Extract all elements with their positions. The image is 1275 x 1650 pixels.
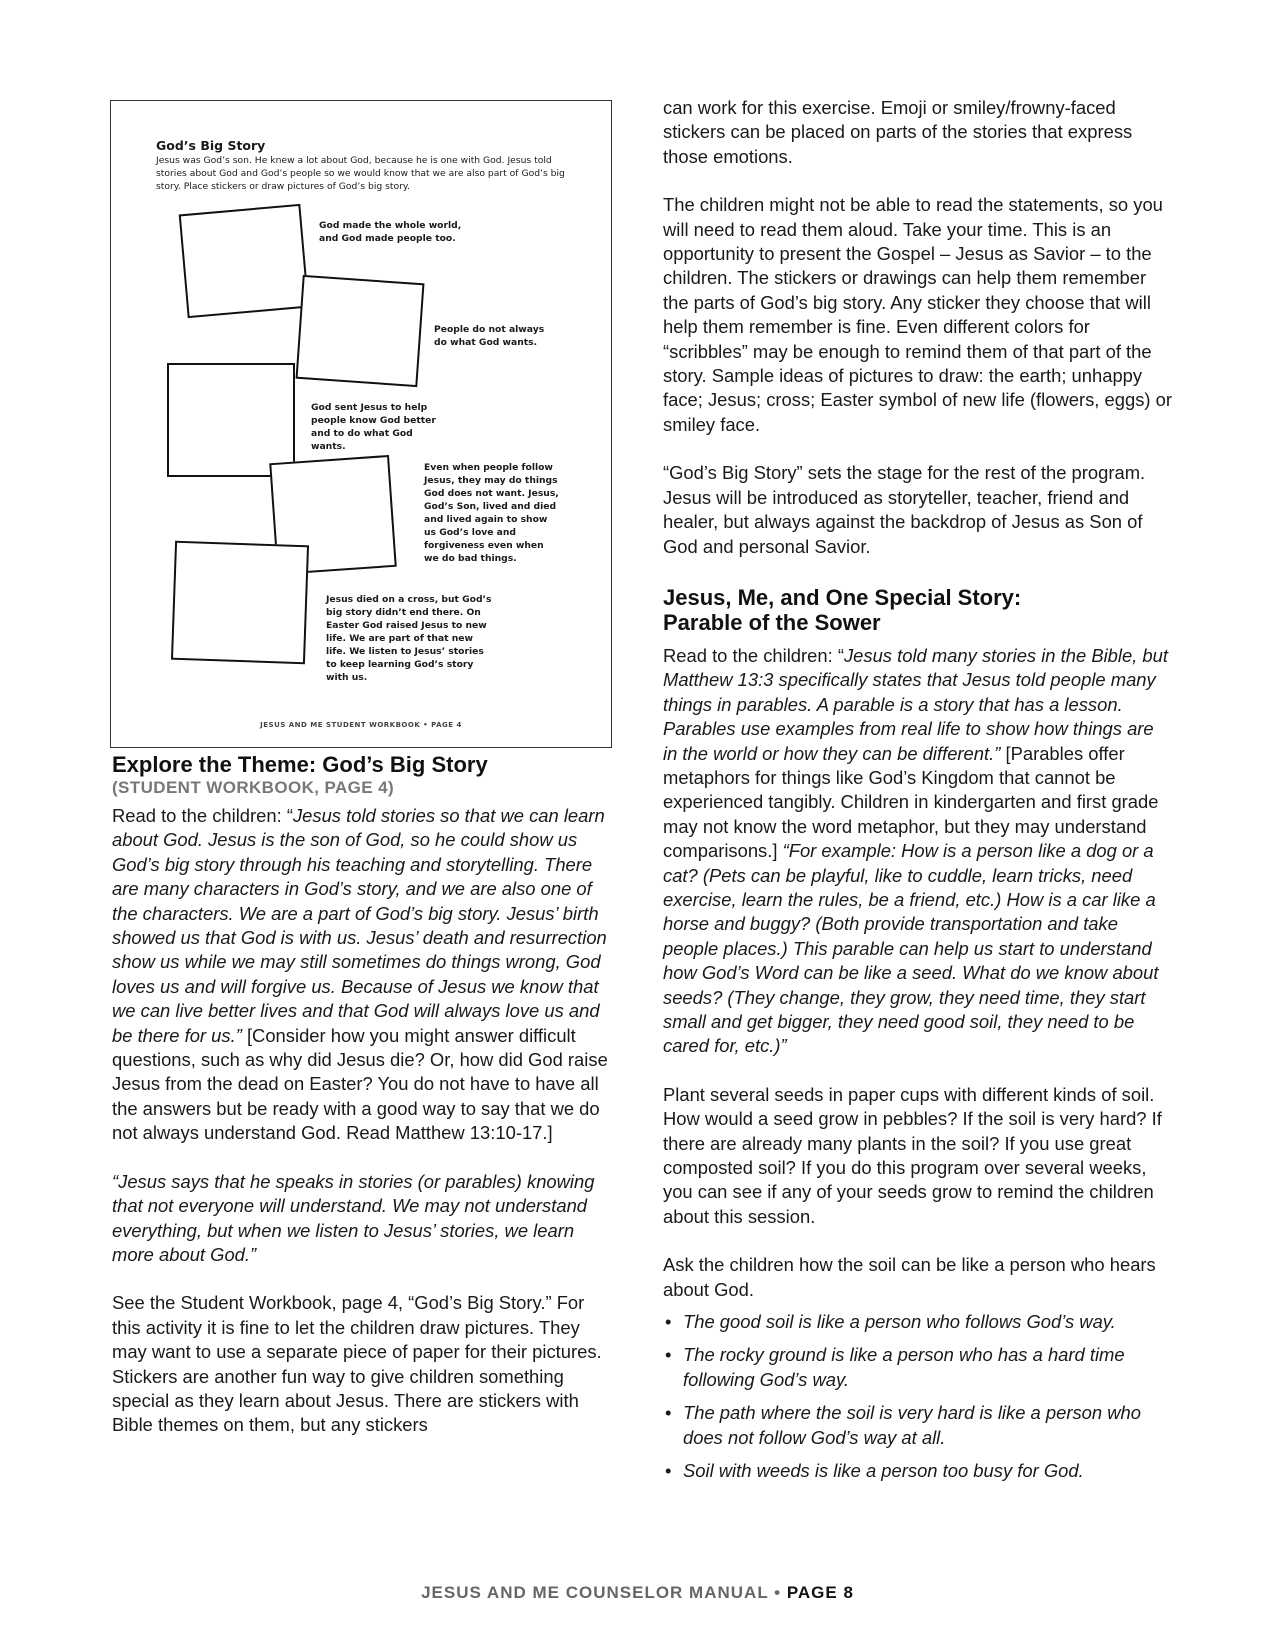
workbook-caption-2: People do not always do what God wants. xyxy=(434,324,545,348)
paragraph-stickers: can work for this exercise. Emoji or smiley/frowny-faced stickers can be placed on parts of the stories that express those emotions. xyxy=(663,97,1133,167)
drawing-frame-3 xyxy=(167,363,295,477)
paragraph-jesus-says: “Jesus says that he speaks in stories (or parables) knowing that not everyone will understand. We may not understand everything, but when we listen to Jesus’ stories, we learn more about God.” xyxy=(112,1170,595,1265)
paragraph-sets-stage: “God’s Big Story” sets the stage for the rest of the program. Jesus will be introduced as storyteller, teacher, friend and healer, but always against the backdrop of Jesus as Son of God and personal Savior. xyxy=(663,462,1146,557)
workbook-page-image xyxy=(110,100,612,748)
paragraph-read-statements: The children might not be able to read the statements, so you will need to read them aloud. Take your time. This is an opportunity to present the Gospel – Jesus as Savior – to the children. The stickers or drawings can help them remember the parts of God’s big story. Any sticker they choose that will help them remember is fine. Even different colors for “scribbles” may be enough to remind them of that part of the story. Sample ideas of pictures to draw: the earth; unhappy face; Jesus; cross; Easter symbol of new life (flowers, eggs) or smiley face. xyxy=(663,194,1172,435)
left-column xyxy=(112,752,612,1462)
right-column xyxy=(663,96,1173,1493)
footer-manual-title: JESUS AND ME COUNSELOR MANUAL xyxy=(421,1583,769,1602)
soil-bullet-list xyxy=(663,1310,1173,1483)
workbook-title: God’s Big Story xyxy=(156,138,266,153)
paragraph-ask-children: Ask the children how the soil can be like a person who hears about God. xyxy=(663,1254,1156,1300)
workbook-caption-4: Even when people follow Jesus, they may do things God does not want. Jesus, God’s Son, lived and died and lived again to show us God’s love and forgiveness even when we do bad things. xyxy=(424,462,559,564)
bullet-icon: • xyxy=(665,1311,672,1333)
paragraph-parables: Read to the children: “Jesus told many stories in the Bible, but Matthew 13:3 specifically states that Jesus told people many things in parables. A parable is a story that has a lesson. Parables use examples from real life to show how things are in the world or how they can be different.” [Parables offer metaphors for things like God’s Kingdom that cannot be experienced tangibly. Children in kindergarten and first grade may not know the word metaphor, but they may understand comparisons.] “For example: How is a person like a dog or a cat? (Pets can be playful, like to cuddle, learn tricks, need exercise, learn the rules, be a friend, etc.) How is a car like a horse and buggy? (Both provide transportation and take people places.) This parable can help us start to understand how God’s Word can be like a seed. What do we know about seeds? (They change, they grow, they need time, they start small and get bigger, they need good soil, they need to be cared for, etc.)” xyxy=(663,644,1168,1057)
paragraph-plant-seeds: Plant several seeds in paper cups with different kinds of soil. How would a seed grow in pebbles? If the soil is very hard? If there are already many plants in the soil? If you use great composted soil? If you do this program over several weeks, you can see if any of your seeds grow to remind the children about this session. xyxy=(663,1083,1162,1227)
bullet-icon: • xyxy=(665,1344,672,1366)
workbook-intro: Jesus was God’s son. He knew a lot about God, because he is one with God. Jesus told stories about God and God’s people so we would know that we are also part of God’s big story. Place stickers or draw pictures of God’s big story. xyxy=(156,155,565,192)
list-item: • The good soil is like a person who follows God’s way. xyxy=(663,1310,1173,1334)
bullet-icon: • xyxy=(665,1460,672,1482)
footer-separator: • xyxy=(768,1583,787,1602)
workbook-caption-3: God sent Jesus to help people know God better and to do what God wants. xyxy=(311,402,436,452)
drawing-frame-1 xyxy=(179,204,310,318)
drawing-frame-5 xyxy=(171,541,309,665)
section-heading-parable-sower: Jesus, Me, and One Special Story: Parable of the Sower xyxy=(663,584,1022,635)
section-subheading: (STUDENT WORKBOOK, PAGE 4) xyxy=(112,778,395,797)
list-item: • The rocky ground is like a person who has a hard time following God’s way. xyxy=(665,1344,1125,1390)
workbook-caption-5: Jesus died on a cross, but God’s big story didn’t end there. On Easter God raised Jesus to new life. We are part of that new life. We listen to Jesus’ stories to keep learning God’s story with us. xyxy=(326,594,492,683)
page-number: PAGE 8 xyxy=(786,1583,854,1602)
workbook-footer: JESUS AND ME STUDENT WORKBOOK • PAGE 4 xyxy=(260,721,462,729)
paragraph-read-to-children: Read to the children: “Jesus told stories so that we can learn about God. Jesus is the son of God, so he could show us God’s big story through his teaching and storytelling. There are many characters in God’s story, and we are also one of the characters. We are a part of God’s big story. Jesus’ birth showed us that God is with us. Jesus’ death and resurrection show us while we may still sometimes do things wrong, God loves us and will forgive us. Because of Jesus we know that we can live better lives and that God will always love us and be there for us.” [Consider how you might answer difficult questions, such as why did Jesus die? Or, how did God raise Jesus from the dead on Easter? You do not have to have all the answers but be ready with a good way to say that we do not always understand God. Read Matthew 13:10-17.] xyxy=(112,805,608,1144)
section-heading-explore-theme: Explore the Theme: God’s Big Story xyxy=(112,752,488,777)
drawing-frame-2 xyxy=(296,275,425,387)
bullet-icon: • xyxy=(665,1402,672,1424)
list-item: • Soil with weeds is like a person too busy for God. xyxy=(663,1459,1173,1483)
list-item: • The path where the soil is very hard is like a person who does not follow God’s way at all. xyxy=(665,1402,1141,1448)
workbook-caption-1: God made the whole world, and God made people too. xyxy=(319,220,462,244)
paragraph-student-workbook: See the Student Workbook, page 4, “God’s Big Story.” For this activity it is fine to let the children draw pictures. They may want to use a separate piece of paper for their pictures. Stickers are another fun way to give children something special as they learn about Jesus. There are stickers with Bible themes on them, but any stickers xyxy=(112,1292,602,1436)
page-footer xyxy=(0,1583,1275,1603)
